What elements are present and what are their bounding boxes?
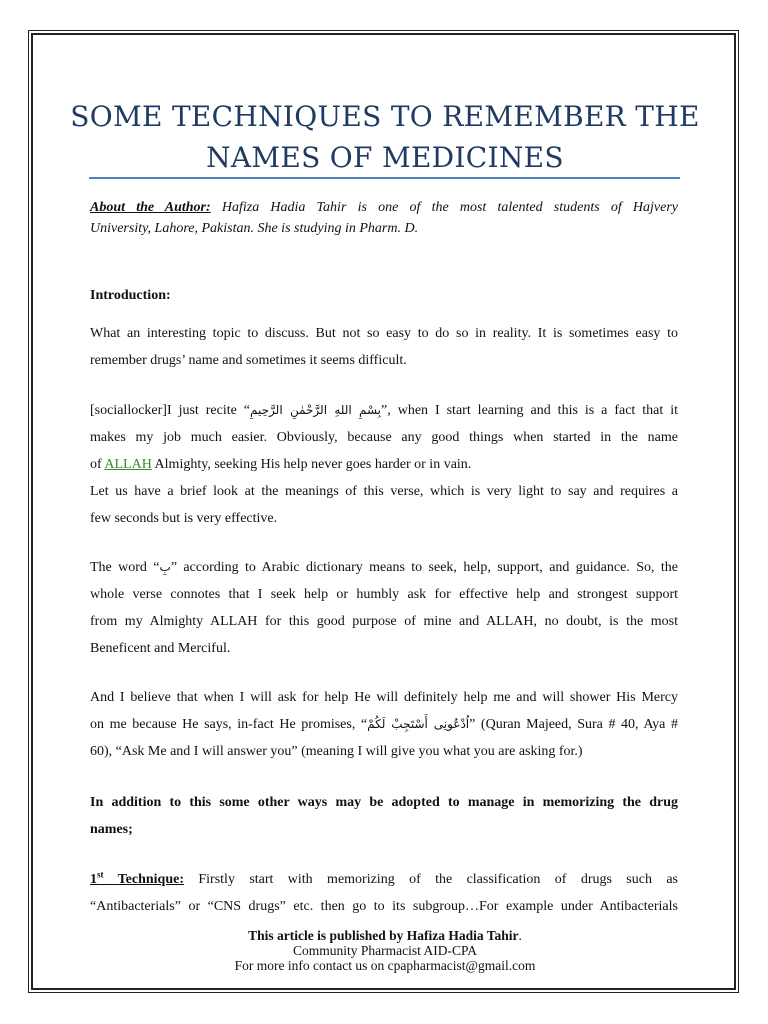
footer-contact: For more info contact us on cpapharmacist@gmail.com: [234, 958, 536, 973]
technique-ordinal: st: [97, 869, 104, 880]
p2-text: [sociallocker]I just recite “: [90, 403, 251, 418]
paragraph-technique-1: [90, 866, 678, 920]
allah-link[interactable]: ALLAH: [104, 457, 152, 472]
p6-text: Firstly start with memorizing of the classification of drugs such as: [184, 872, 679, 887]
footer-org: Community Pharmacist AID-CPA: [292, 943, 477, 958]
document-title: [60, 96, 710, 178]
p3-line-4: Beneficent and Merciful.: [90, 641, 231, 656]
p3-text: ” according to Arabic dictionary means to seek, help, support, and guidance. So, the: [170, 560, 678, 575]
paragraph-2: [90, 397, 678, 532]
footer-published-by: This article is published by Hafiza Hadia Tahir: [248, 928, 519, 943]
p3-text: The word “: [90, 560, 160, 575]
p4-line-1: And I believe that when I will ask for help He will definitely help me and will shower His Mercy: [90, 690, 678, 705]
p2-text: of: [90, 457, 105, 472]
arabic-verse: اُدْعُونِی أَسْتَجِبْ لَكُمْ: [367, 717, 470, 731]
p3-line-3: from my Almighty ALLAH for this good purpose of mine and ALLAH, no doubt, is the most: [90, 614, 678, 629]
p5-line-2: names;: [90, 822, 133, 837]
about-author: [90, 197, 678, 239]
title-line-1: SOME TECHNIQUES TO REMEMBER THE: [70, 100, 700, 133]
author-label: About the Author:: [90, 200, 211, 215]
paragraph-4: [90, 684, 678, 765]
author-text-2: University, Lahore, Pakistan. She is studying in Pharm. D.: [90, 221, 419, 236]
p2-line-5: few seconds but is very effective.: [90, 511, 278, 526]
arabic-bismillah: بِسْمِ اللهِ الرَّحْمٰنِ الرَّحِيمِ: [250, 403, 382, 417]
title-line-2: NAMES OF MEDICINES: [206, 141, 564, 174]
title-underline: [89, 177, 680, 179]
author-text-1: Hafiza Hadia Tahir is one of the most talented students of Hajvery: [210, 200, 679, 215]
paragraph-5: [90, 789, 678, 843]
paragraph-3: [90, 554, 678, 662]
p2-text: ”, when I start learning and this is a fact that it: [381, 403, 679, 418]
paragraph-1: [90, 320, 678, 374]
technique-number: 1: [90, 872, 97, 887]
p2-text: Almighty, seeking His help never goes harder or in vain.: [151, 457, 472, 472]
technique-label: [90, 869, 185, 887]
introduction-heading: Introduction:: [90, 288, 171, 303]
p4-text: on me because He says, in-fact He promises, “: [90, 717, 368, 732]
p5-line-1: In addition to this some other ways may be adopted to manage in memorizing the drug: [90, 795, 678, 810]
p1-line-2: remember drugs’ name and sometimes it seems difficult.: [90, 353, 407, 368]
p4-line-3: 60), “Ask Me and I will answer you” (meaning I will give you what you are asking for.): [90, 744, 583, 759]
p2-line-2: makes my job much easier. Obviously, because any good things when started in the name: [90, 430, 678, 445]
technique-label-text: Technique:: [103, 872, 185, 887]
p3-line-2: whole verse connotes that I seek help or humbly ask for effective help and strongest support: [90, 587, 678, 602]
p4-text: ” (Quran Majeed, Sura # 40, Aya #: [469, 717, 678, 732]
footer: [60, 928, 710, 973]
arabic-ba: بِ: [159, 560, 171, 574]
footer-period: .: [518, 928, 522, 943]
p1-line-1: What an interesting topic to discuss. But not so easy to do so in reality. It is sometimes easy to: [90, 326, 678, 341]
p2-line-4: Let us have a brief look at the meanings of this verse, which is very light to say and requires a: [90, 484, 678, 499]
p6-line-2: “Antibacterials” or “CNS drugs” etc. then go to its subgroup…For example under Antibacterials: [90, 899, 678, 914]
